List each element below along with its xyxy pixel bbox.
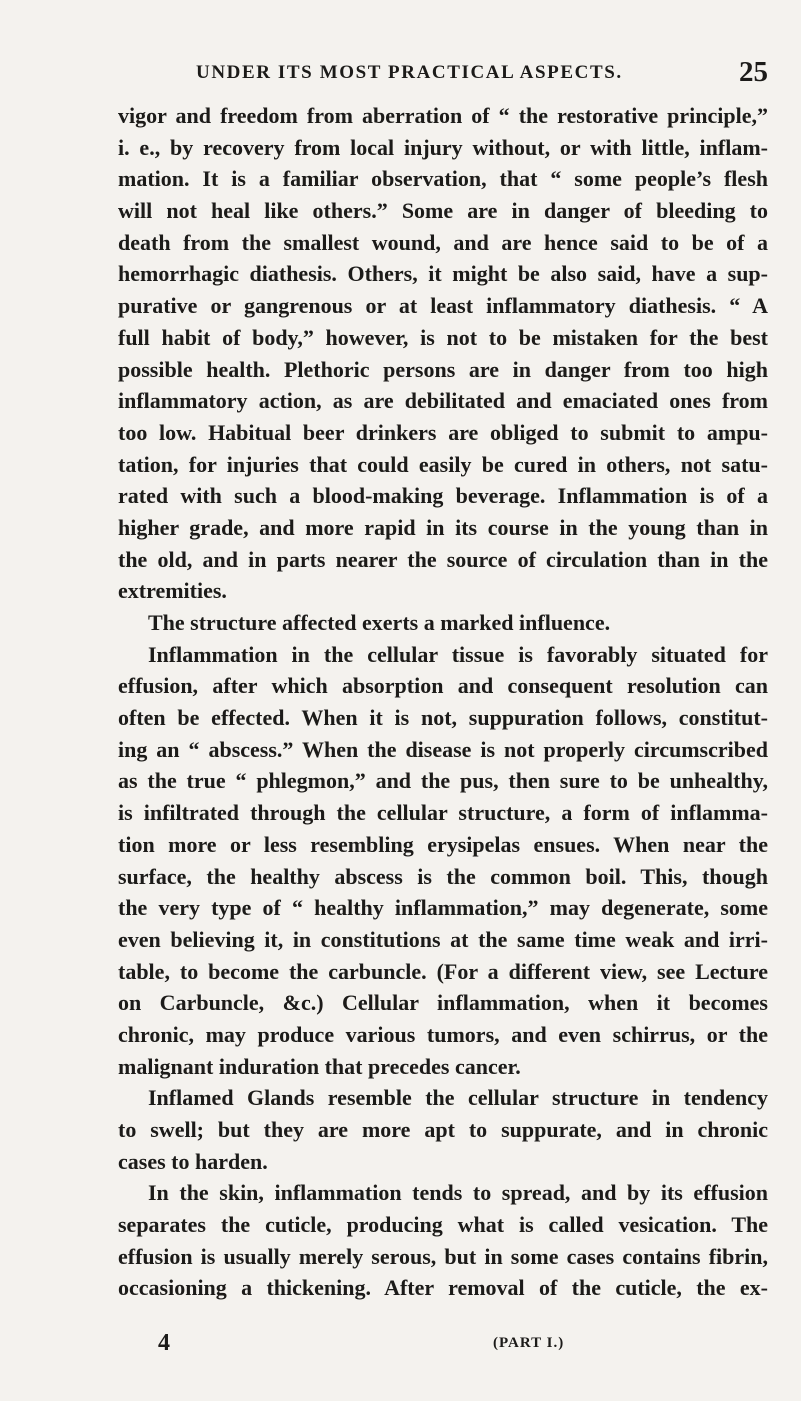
text-line: to swell; but they are more apt to suppurate, and in chronic <box>118 1117 768 1142</box>
body-text <box>118 100 768 1304</box>
text-line: Inflamed Glands resemble the cellular structure in tendency <box>148 1085 768 1111</box>
text-line: as the true “ phlegmon,” and the pus, then sure to be unhealthy, <box>118 768 768 794</box>
text-line: chronic, may produce various tumors, and even schirrus, or the <box>118 1021 768 1047</box>
text-line: malignant induration that precedes cancer. <box>118 1053 521 1079</box>
text-line: i. e., by recovery from local injury without, or with little, inflam- <box>118 134 768 160</box>
text-line: often be effected. When it is not, suppuration follows, constitut- <box>118 705 768 731</box>
text-line: tation, for injuries that could easily be cured in others, not satu- <box>118 451 768 477</box>
text-line: inflammatory action, as are debilitated and emaciated ones from <box>118 388 768 414</box>
text-line: too low. Habitual beer drinkers are obliged to submit to ampu- <box>118 419 768 445</box>
text-line: is infiltrated through the cellular structure, a form of inflamma- <box>118 800 768 826</box>
text-line: will not heal like others.” Some are in danger of bleeding to <box>118 198 768 224</box>
text-line: effusion, after which absorption and consequent resolution can <box>118 673 768 699</box>
text-line: separates the cuticle, producing what is called vesication. The <box>118 1212 768 1238</box>
text-line: The structure affected exerts a marked influence. <box>148 610 611 635</box>
text-line: rated with such a blood-making beverage. Inflammation is of a <box>118 483 768 509</box>
text-line: even believing it, in constitutions at the same time weak and irri- <box>118 926 768 952</box>
signature-mark: 4 <box>158 1330 170 1356</box>
text-line: effusion is usually merely serous, but in some cases contains fibrin, <box>118 1243 768 1269</box>
text-line: possible health. Plethoric persons are in danger from too high <box>118 356 768 382</box>
text-line: tion more or less resembling erysipelas ensues. When near the <box>118 831 768 857</box>
text-line: surface, the healthy abscess is the common boil. This, though <box>118 863 768 889</box>
part-label: (PART I.) <box>493 1335 565 1351</box>
text-line: purative or gangrenous or at least inflammatory diathesis. “ A <box>118 293 768 319</box>
text-line: ing an “ abscess.” When the disease is not properly circumscribed <box>118 736 768 762</box>
page-number: 25 <box>739 56 768 88</box>
running-title: UNDER ITS MOST PRACTICAL ASPECTS. <box>196 62 623 83</box>
text-line: Inflammation in the cellular tissue is favorably situated for <box>148 641 768 667</box>
text-line: cases to harden. <box>118 1148 268 1174</box>
text-line: the old, and in parts nearer the source of circulation than in the <box>118 546 768 572</box>
text-line: hemorrhagic diathesis. Others, it might be also said, have a sup- <box>118 261 768 287</box>
page-footer <box>118 1330 768 1362</box>
text-line: table, to become the carbuncle. (For a different view, see Lecture <box>118 958 768 984</box>
text-line: full habit of body,” however, is not to be mistaken for the best <box>118 324 768 350</box>
text-line: higher grade, and more rapid in its course in the young than in <box>118 514 768 540</box>
text-line: In the skin, inflammation tends to spread, and by its effusion <box>148 1180 768 1206</box>
text-line: mation. It is a familiar observation, that “ some people’s flesh <box>118 166 768 192</box>
text-line: the very type of “ healthy inflammation,” may degenerate, some <box>118 895 768 921</box>
text-line: on Carbuncle, &c.) Cellular inflammation, when it becomes <box>118 990 768 1016</box>
text-line: extremities. <box>118 578 227 604</box>
text-line: occasioning a thickening. After removal of the cuticle, the ex- <box>118 1275 768 1301</box>
text-line: vigor and freedom from aberration of “ the restorative principle,” <box>118 103 768 128</box>
running-head <box>118 56 768 94</box>
text-line: death from the smallest wound, and are hence said to be of a <box>118 229 768 255</box>
